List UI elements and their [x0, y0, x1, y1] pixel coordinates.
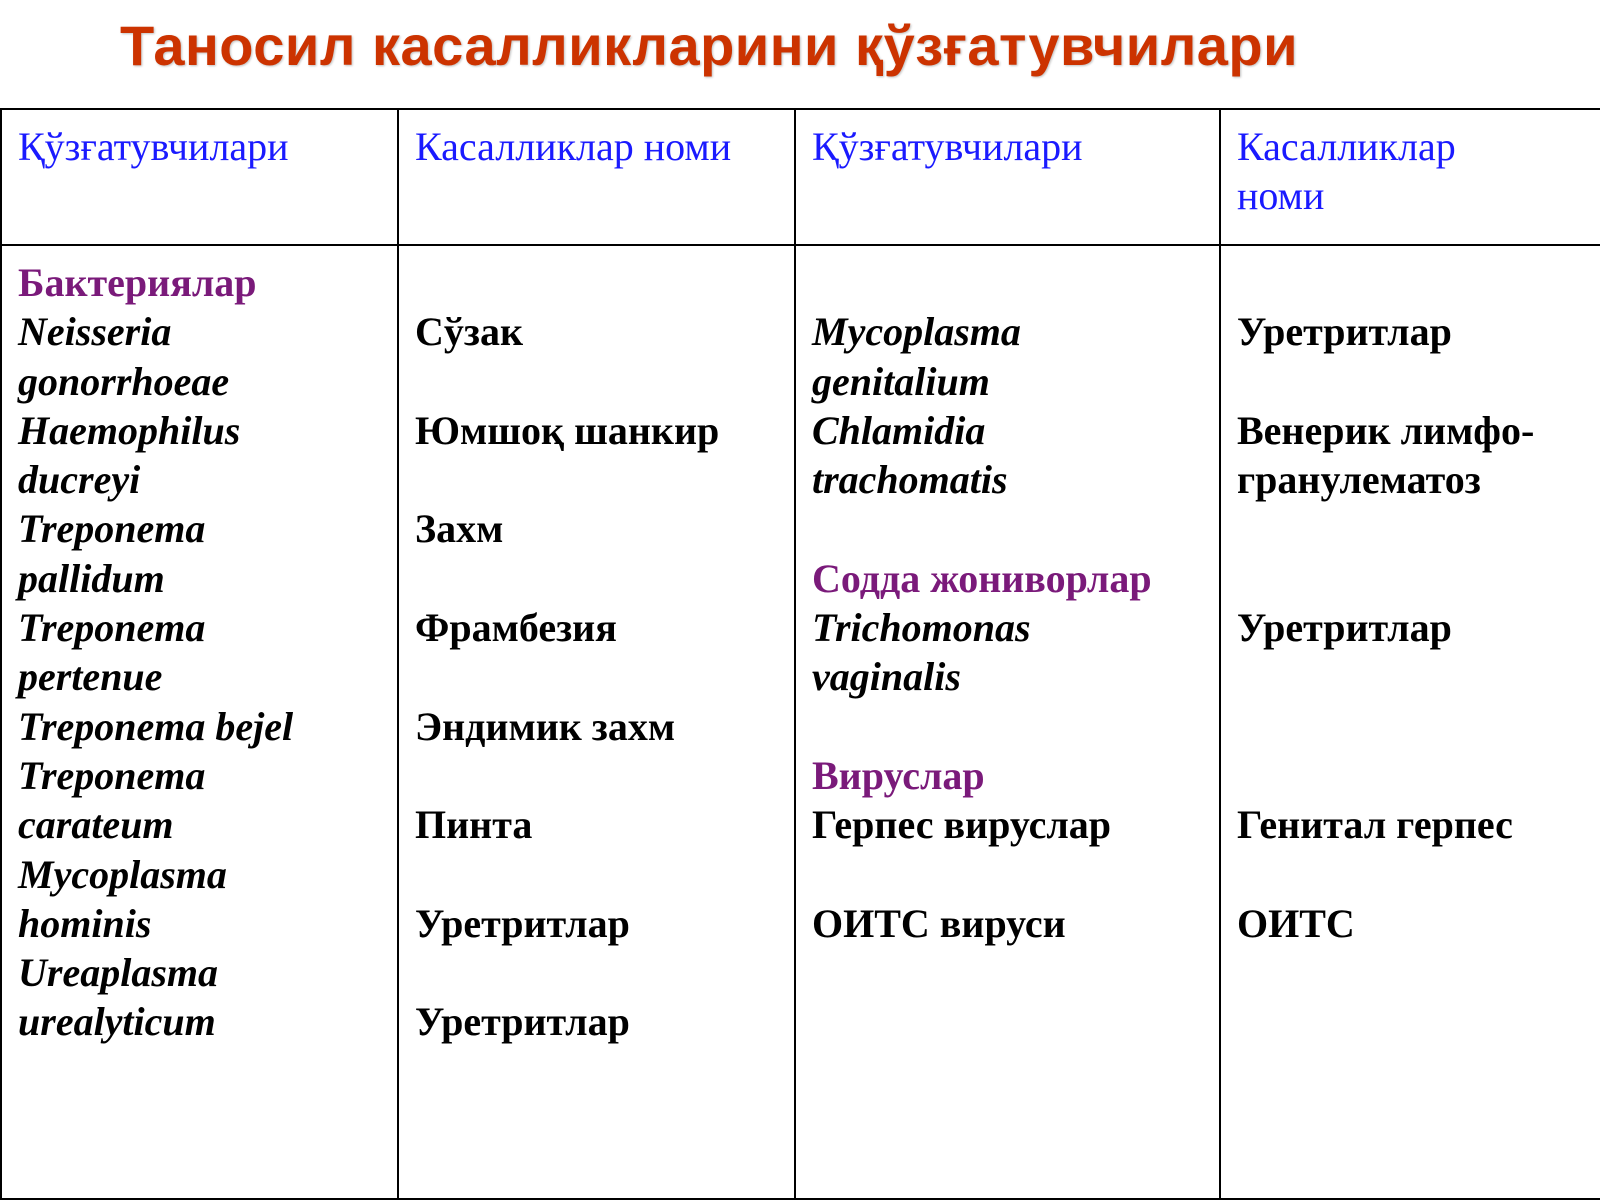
disease-item: ОИТС — [1237, 900, 1355, 946]
group-label-viruses: Вируслар — [812, 752, 985, 798]
disease-item: Сўзак — [415, 309, 524, 355]
pathogen-line: pertenue — [18, 654, 163, 700]
header-cell — [1220, 109, 1600, 245]
disease-item: Уретритлар — [1237, 309, 1452, 355]
disease-item: гранулематоз — [1237, 457, 1481, 503]
header-pathogens-1: Қўзғатувчилари — [18, 124, 289, 169]
pathogen-line: Haemophilus — [18, 407, 241, 453]
virus-item: Герпес вируслар — [812, 802, 1112, 848]
disease-item: Фрамбезия — [415, 605, 617, 651]
pathogen-line: Trichomonas — [812, 605, 1031, 651]
pathogen-line: Mycoplasma — [18, 851, 227, 897]
header-cell — [398, 109, 795, 245]
pathogen-line: Treponema bejel — [18, 703, 294, 749]
pathogen-line: gonorrhoeae — [18, 358, 230, 404]
pathogen-line: vaginalis — [812, 654, 961, 700]
page-title: Таносил касалликларини қўзғатувчилари — [120, 14, 1299, 77]
column-pathogens-bacteria — [1, 245, 398, 1199]
table-body-row — [1, 245, 1600, 1199]
header-pathogens-2: Қўзғатувчилари — [812, 124, 1083, 169]
pathogen-line: Ureaplasma — [18, 950, 218, 996]
disease-item: Уретритлар — [415, 999, 630, 1045]
pathogen-line: genitalium — [812, 358, 990, 404]
disease-item: Юмшоқ шанкир — [415, 407, 720, 453]
table-header-row — [1, 109, 1600, 245]
header-cell — [1, 109, 398, 245]
pathogen-line: Mycoplasma — [812, 309, 1021, 355]
pathogen-table — [0, 108, 1600, 1200]
pathogen-line: trachomatis — [812, 457, 1008, 503]
pathogen-line: Treponema — [18, 605, 206, 651]
pathogen-line: carateum — [18, 802, 174, 848]
pathogen-line: Chlamidia — [812, 407, 986, 453]
disease-item: Уретритлар — [1237, 605, 1452, 651]
pathogen-line: Treponema — [18, 506, 206, 552]
disease-item: Уретритлар — [415, 900, 630, 946]
group-label-bacteria: Бактериялар — [18, 260, 257, 305]
disease-item: Генитал герпес — [1237, 802, 1513, 848]
group-label-protozoa: Содда жониворлар — [812, 555, 1152, 601]
column-diseases-1 — [398, 245, 795, 1199]
pathogen-line: pallidum — [18, 555, 165, 601]
disease-item: Эндимик захм — [415, 703, 676, 749]
header-cell — [795, 109, 1220, 245]
virus-item: ОИТС вируси — [812, 900, 1066, 946]
disease-item: Захм — [415, 506, 504, 552]
column-pathogens-other — [795, 245, 1220, 1199]
pathogen-line: hominis — [18, 900, 152, 946]
disease-item: Пинта — [415, 802, 533, 848]
pathogen-line: ducreyi — [18, 457, 141, 503]
header-diseases-2: Касалликлар номи — [1237, 124, 1456, 218]
column-diseases-2 — [1220, 245, 1600, 1199]
disease-item: Венерик лимфо- — [1237, 407, 1535, 453]
header-diseases-1: Касалликлар номи — [415, 124, 732, 169]
pathogen-line: Neisseria — [18, 309, 172, 355]
pathogen-line: urealyticum — [18, 999, 216, 1045]
pathogen-line: Treponema — [18, 752, 206, 798]
